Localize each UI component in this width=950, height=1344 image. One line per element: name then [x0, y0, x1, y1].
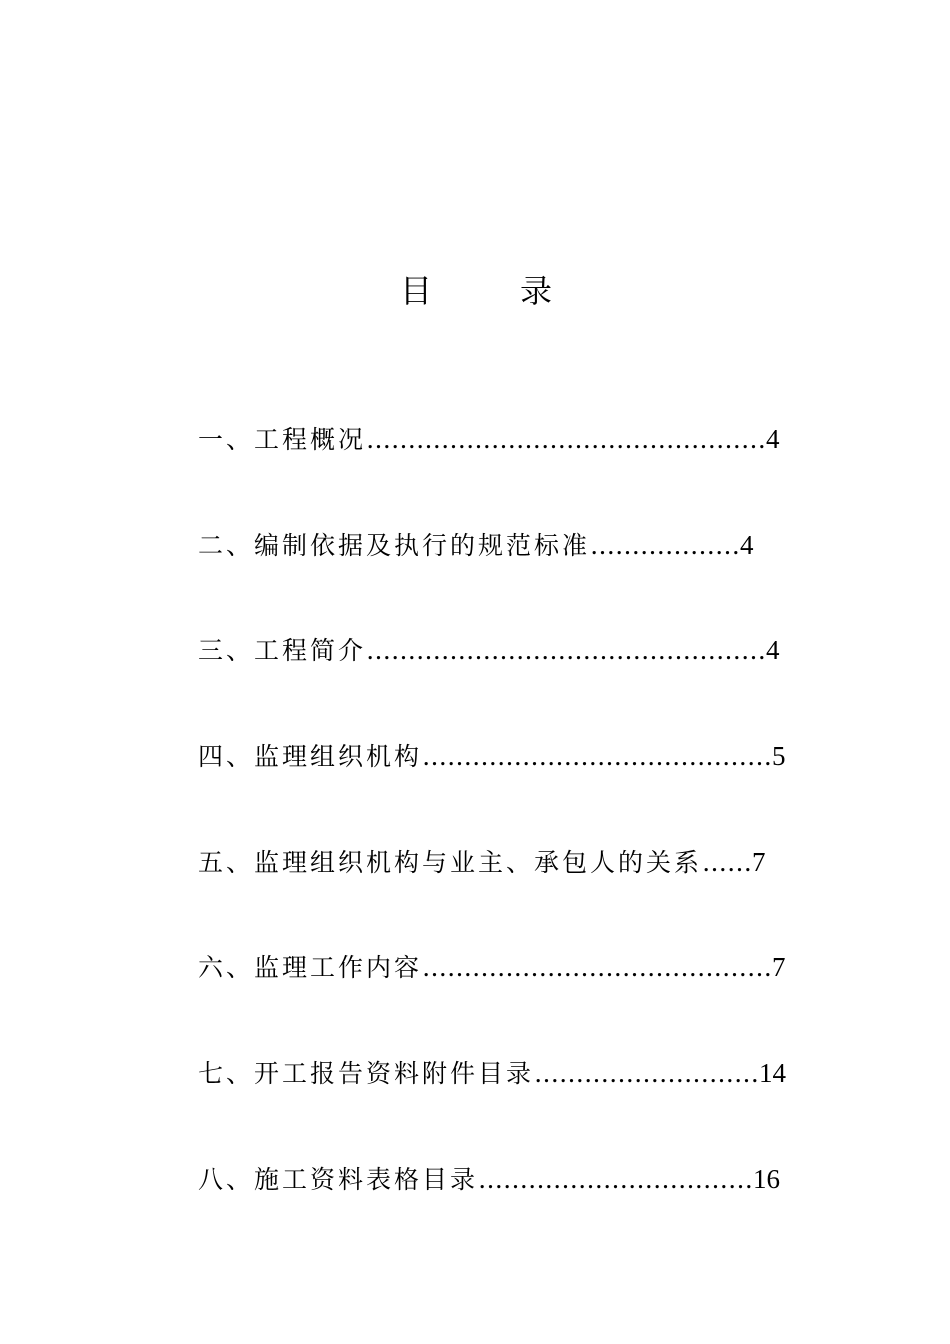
- toc-entry: [198, 624, 818, 730]
- title-char-2: 录: [520, 272, 553, 310]
- toc-entry-label: 三、工程简介: [198, 636, 367, 666]
- toc-entry-page: 14: [759, 1058, 787, 1089]
- toc-entry-page: 5: [772, 741, 786, 772]
- table-of-contents: [198, 413, 818, 1259]
- toc-entry-label: 二、编制依据及执行的规范标准: [198, 530, 591, 560]
- toc-entry-label: 七、开工报告资料附件目录: [198, 1059, 535, 1089]
- toc-entry: [198, 519, 818, 625]
- toc-entry-leader: ………………: [590, 530, 741, 560]
- toc-entry: [198, 730, 818, 836]
- toc-entry: [198, 1047, 818, 1153]
- title-char-1: 目: [400, 272, 433, 310]
- toc-entry-page: 7: [772, 952, 786, 983]
- toc-entry-leader: ……………………………: [478, 1164, 754, 1194]
- toc-entry-leader: ……………………………………: [422, 953, 773, 983]
- toc-entry-page: 7: [752, 846, 766, 877]
- toc-entry-leader: ……………………………………: [422, 742, 773, 772]
- toc-entry-label: 六、监理工作内容: [198, 953, 423, 983]
- toc-entry-leader: …………………………………………: [366, 425, 767, 454]
- toc-entry-leader: ……: [702, 847, 753, 877]
- toc-entry-page: 4: [766, 424, 780, 454]
- toc-entry-label: 五、监理组织机构与业主、承包人的关系: [198, 847, 703, 877]
- toc-entry-label: 一、工程概况: [198, 425, 367, 454]
- toc-entry: [198, 941, 818, 1047]
- toc-entry-leader: ………………………: [534, 1059, 760, 1089]
- toc-entry-label: 八、施工资料表格目录: [198, 1164, 479, 1194]
- toc-entry: [198, 836, 818, 942]
- toc-entry: [198, 1153, 818, 1259]
- toc-entry-label: 四、监理组织机构: [198, 742, 423, 772]
- page-title: [0, 266, 950, 316]
- toc-entry-page: 4: [740, 529, 754, 560]
- toc-entry-leader: …………………………………………: [366, 636, 767, 666]
- toc-entry-page: 16: [753, 1163, 781, 1194]
- toc-entry: [198, 413, 818, 519]
- toc-entry-page: 4: [766, 635, 780, 666]
